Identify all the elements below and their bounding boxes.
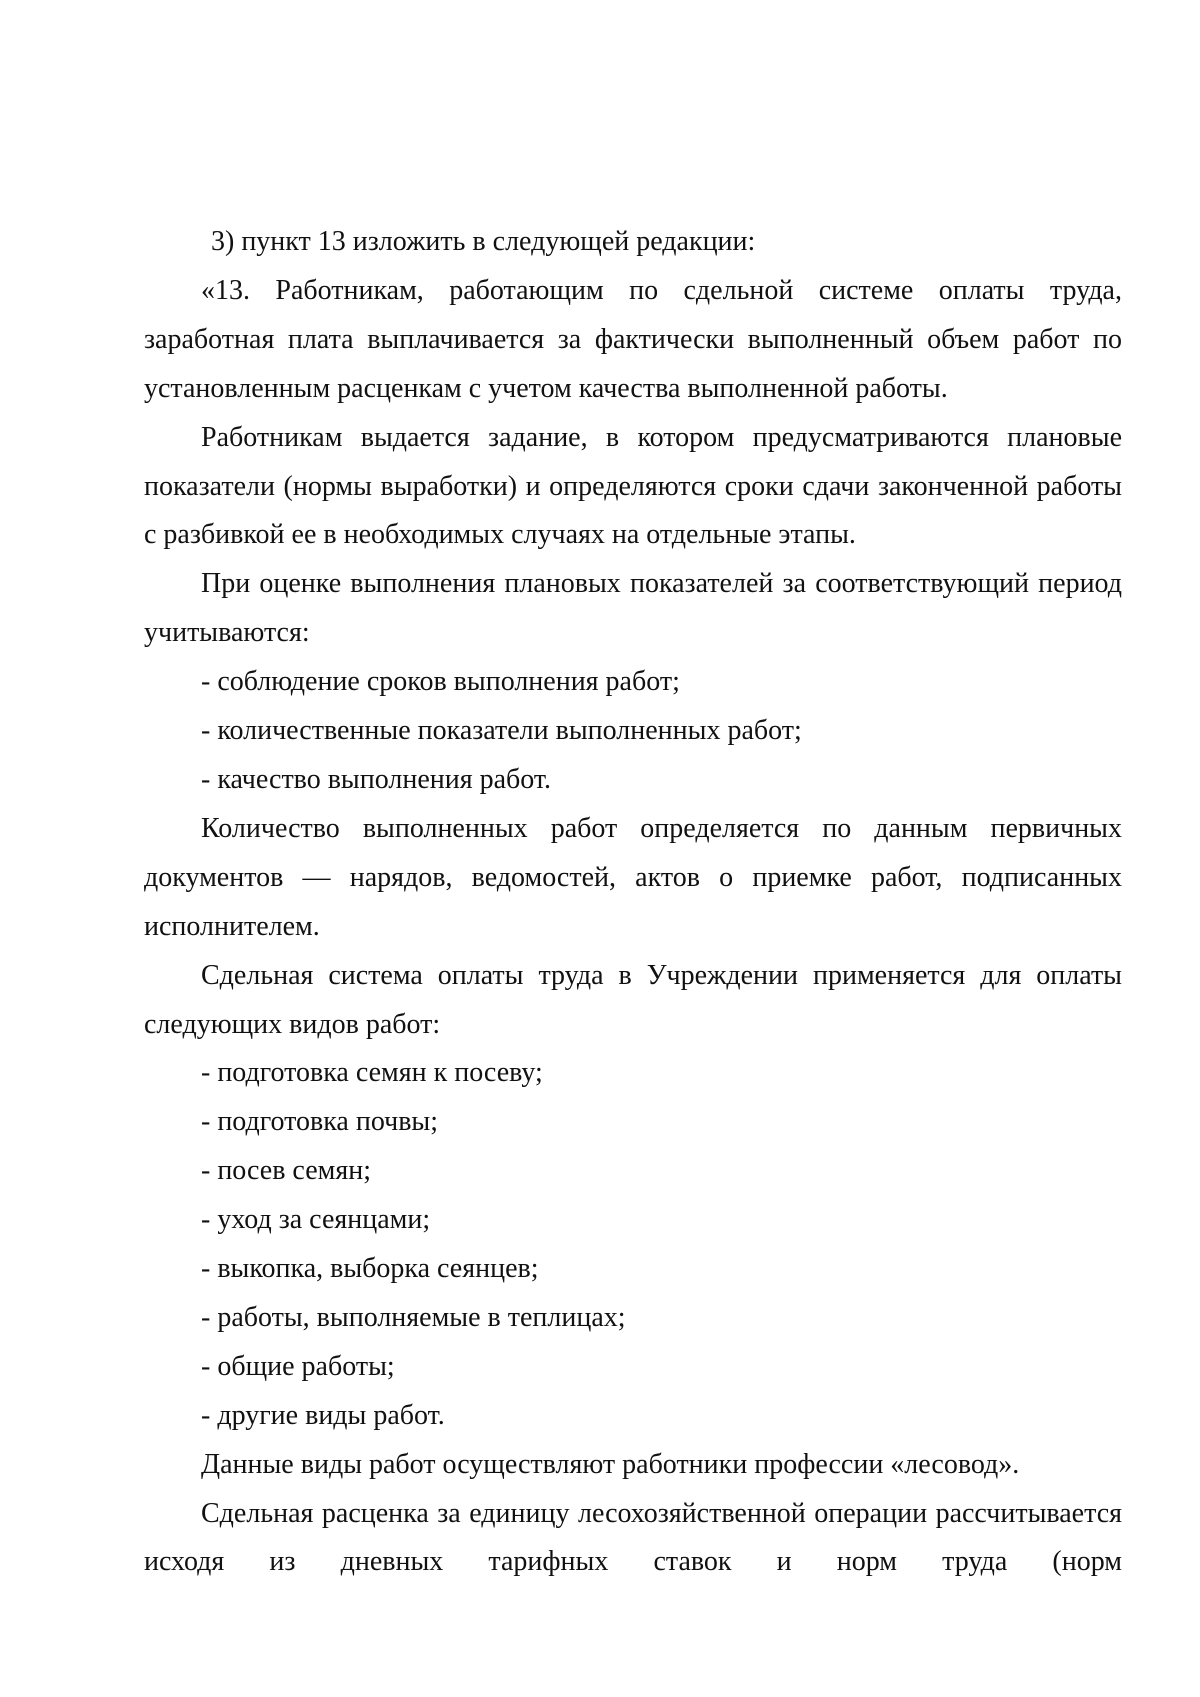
list-item-quantity: - количественные показатели выполненных работ; — [201, 715, 802, 747]
list-item-soil-preparation: - подготовка почвы; — [201, 1106, 439, 1138]
list-item-greenhouse-work: - работы, выполняемые в теплицах; — [201, 1301, 626, 1333]
list-item-quality: - качество выполнения работ. — [201, 763, 552, 795]
list-item-deadlines: - соблюдение сроков выполнения работ; — [201, 666, 680, 698]
paragraph-piecework-scope: Сдельная система оплаты труда в Учреждении применяется для оплаты следующих видов работ: — [144, 959, 1122, 1040]
paragraph-forester-profession: Данные виды работ осуществляют работники профессии «лесовод». — [201, 1448, 1020, 1480]
paragraph-task-issuance: Работникам выдается задание, в котором предусматриваются плановые показатели (нормы выработки) и определяются сроки сдачи законченной работы с разбивкой ее в необходимых случаях на отдельные этапы. — [144, 421, 1122, 551]
list-item-seedling-care: - уход за сеянцами; — [201, 1204, 431, 1236]
paragraph-clause-13: «13. Работникам, работающим по сдельной системе оплаты труда, заработная плата выплачивается за фактически выполненный объем работ по установленным расценкам с учетом качества выполненной работы. — [144, 274, 1122, 404]
paragraph-piece-rate: Сдельная расценка за единицу лесохозяйственной операции рассчитывается исходя из дневных тарифных ставок и норм труда (норм — [144, 1497, 1122, 1578]
list-item-sowing: - посев семян; — [201, 1155, 371, 1187]
list-item-seedling-digging: - выкопка, выборка сеянцев; — [201, 1253, 539, 1285]
paragraph-work-volume: Количество выполненных работ определяется по данным первичных документов — нарядов, ведомостей, актов о приемке работ, подписанных исполнителем. — [144, 812, 1122, 942]
list-item-other-work: - другие виды работ. — [201, 1399, 445, 1431]
list-item-seed-preparation: - подготовка семян к посеву; — [201, 1057, 543, 1089]
document-body — [144, 218, 1122, 1587]
paragraph-amendment-intro: 3) пункт 13 изложить в следующей редакции: — [211, 226, 756, 257]
paragraph-evaluation-criteria: При оценке выполнения плановых показателей за соответствующий период учитываются: — [144, 568, 1122, 649]
list-item-general-work: - общие работы; — [201, 1350, 395, 1382]
